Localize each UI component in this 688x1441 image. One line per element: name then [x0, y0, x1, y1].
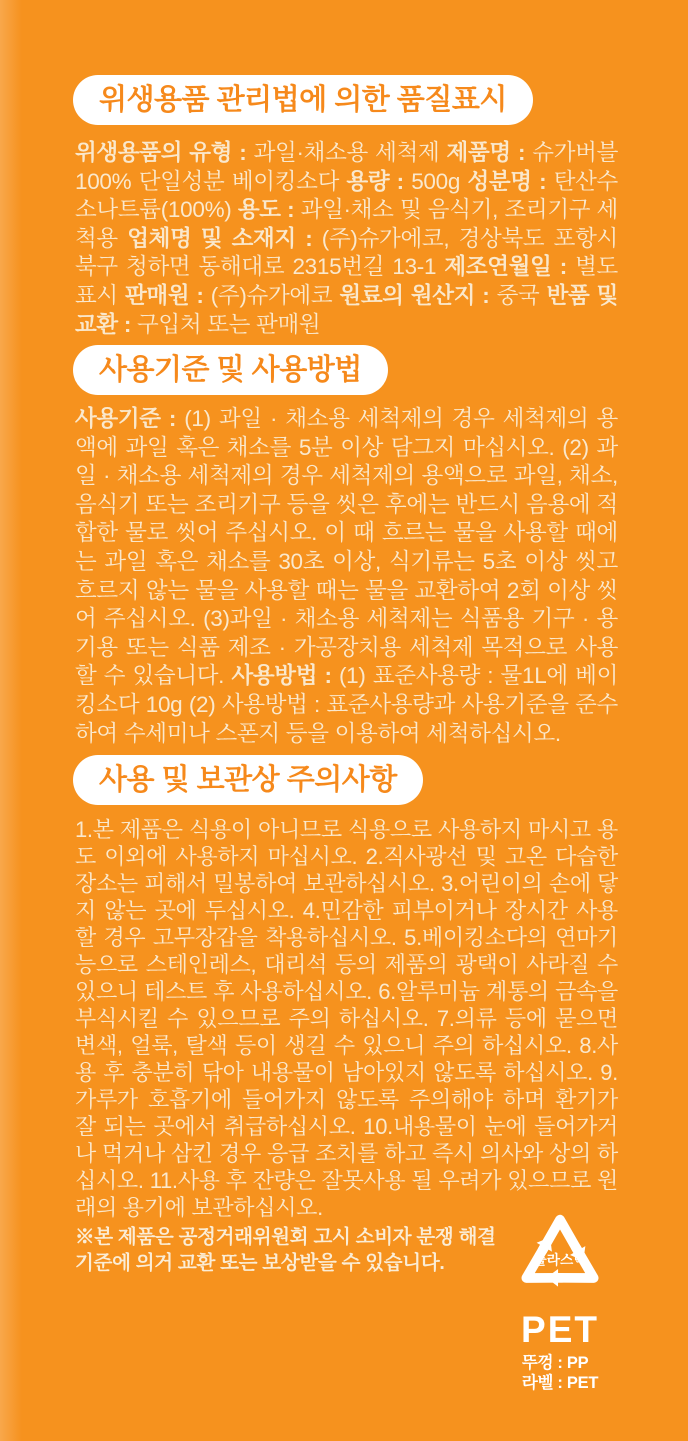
recycling-info: [494, 1202, 626, 1393]
section-title-quality-labeling: 위생용품 관리법에 의한 품질표시: [73, 75, 533, 125]
precautions-text: 1.본 제품은 식용이 아니므로 식용으로 사용하지 마시고 용도 이외에 사용하지 마십시오. 2.직사광선 및 고온 다습한 장소는 피해서 밀봉하여 보관하십시오. 3.어린이의 손에 닿지 않는 곳에 두십시오. 4.민감한 피부이거나 장시간 사용할 경우 고무장갑을 착용하십시오. 5.베이킹소다의 연마기능으로 스테인레스, 대리석 등의 제품의 광택이 사라질 수 있으니 테스트 후 사용하십시오. 6.알루미늄 계통의 금속을 부식시킬 수 있으므로 주의 하십시오. 7.의류 등에 묻으면 변색, 얼룩, 탈색 등이 생길 수 있으니 주의 하십시오. 8.사용 후 충분히 닦아 내용물이 남아있지 않도록 하십시오. 9.가루가 호흡기에 들어가지 않도록 주의해야 하며 환기가 잘 되는 곳에서 취급하십시오. 10.내용물이 눈에 들어가거나 먹거나 삼킨 경우 응급 조치를 하고 즉시 의사와 상의 하십시오. 11.사용 후 잔량은 잘못사용 될 우려가 있으므로 원래의 용기에 보관하십시오.: [75, 817, 618, 1220]
consumer-dispute-footnote: [75, 1224, 505, 1276]
recycling-symbol-label: 플라스틱: [533, 1252, 587, 1268]
recycling-material: PET: [521, 1309, 599, 1350]
label-material: 라벨 : PET: [521, 1374, 599, 1392]
footnote-line-1: ※본 제품은 공정거래위원회 고시 소비자 분쟁 해결: [75, 1226, 496, 1248]
cap-material: 뚜껑 : PP: [521, 1354, 589, 1372]
usage-standards-text: 사용기준 : (1) 과일 · 채소용 세척제의 경우 세척제의 용액에 과일 혹은 채소를 5분 이상 담그지 마십시오. (2) 과일 · 채소용 세척제의 경우 세척제의 용액으로 과일, 채소, 음식기 또는 조리기구 등을 씻은 후에는 반드시 음용에 적합한 물로 씻어 주십시오. 이 때 흐르는 물을 사용할 때에는 과일 혹은 채소를 30초 이상, 식기류는 5초 이상 씻고 흐르지 않는 물을 사용할 때는 물을 교환하여 2회 이상 씻어 주십시오. (3)과일 · 채소용 세척제는 식품용 기구 · 용기용 또는 식품 제조 · 가공장치용 세척제 목적으로 사용 할 수 있습니다. 사용방법 : (1) 표준사용량 : 물1L에 베이킹소다 10g (2) 사용방법 : 표준사용량과 사용기준을 준수하여 수세미나 스폰지 등을 이용하여 세척하십시오.: [75, 406, 618, 746]
footnote-line-2: 기준에 의거 교환 또는 보상받을 수 있습니다.: [75, 1252, 445, 1274]
component-materials: [522, 1353, 598, 1393]
quality-labeling-text: 위생용품의 유형 : 과일·채소용 세척제 제품명 : 슈가버블 100% 단일성분 베이킹소다 용량 : 500g 성분명 : 탄산수소나트륨(100%) 용도 : 과일·채소 및 음식기, 조리기구 세척용 업체명 및 소재지 : (주)슈가에코, 경상북도 포항시 북구 청하면 동해대로 2315번길 13-1 제조연월일 : 별도 표시 판매원 : (주)슈가에코 원료의 원산지 : 중국 반품 및 교환 : 구입처 또는 판매원: [75, 140, 619, 337]
section-title-usage-standards: 사용기준 및 사용방법: [73, 345, 388, 395]
recycling-triangle-icon: [507, 1202, 613, 1308]
label-edge-highlight: [0, 0, 22, 1441]
section-title-precautions: 사용 및 보관상 주의사항: [73, 755, 423, 805]
